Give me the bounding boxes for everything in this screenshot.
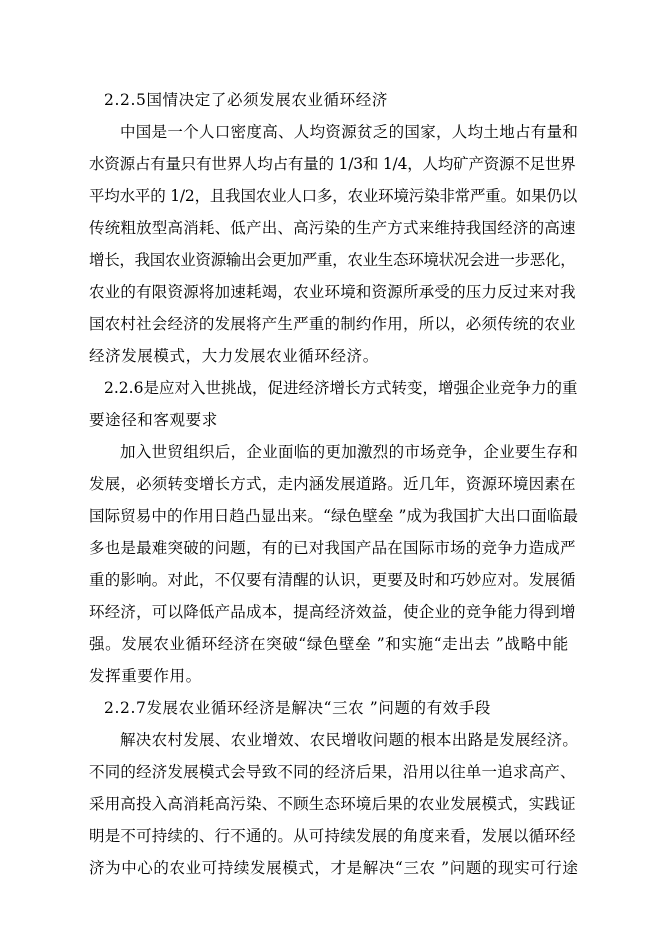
section-heading-2-2-6: 2.2.6是应对入世挑战，促进经济增长方式转变，增强企业竞争力的重 — [104, 379, 578, 397]
paragraph-line: 不同的经济发展模式会导致不同的经济后果，沿用以往单一追求高产、 — [89, 763, 576, 781]
paragraph-line: 水资源占有量只有世界人均占有量的 1/3和 1/4，人均矿产资源不足世界 — [89, 155, 576, 173]
paragraph-line: 国农村社会经济的发展将产生严重的制约作用，所以，必须传统的农业 — [89, 315, 576, 333]
paragraph-line: 国际贸易中的作用日趋凸显出来。“绿色壁垒 ”成为我国扩大出口面临最 — [89, 507, 579, 525]
section-heading-2-2-5: 2.2.5国情决定了必须发展农业循环经济 — [104, 91, 388, 109]
paragraph-line: 农业的有限资源将加速耗竭，农业环境和资源所承受的压力反过来对我 — [89, 283, 576, 301]
section-heading-2-2-7: 2.2.7发展农业循环经济是解决“三农 ”问题的有效手段 — [104, 699, 492, 717]
paragraph-line: 中国是一个人口密度高、人均资源贫乏的国家，人均土地占有量和 — [120, 123, 579, 141]
paragraph-line: 强。发展农业循环经济在突破“绿色壁垒 ”和实施“走出去 ”战略中能 — [89, 635, 569, 653]
paragraph-line: 明是不可持续的、行不通的。从可持续发展的角度来看，发展以循环经 — [89, 827, 576, 845]
paragraph-line: 传统粗放型高消耗、低产出、高污染的生产方式来维持我国经济的高速 — [89, 219, 576, 237]
paragraph-line: 经济发展模式，大力发展农业循环经济。 — [89, 347, 379, 365]
paragraph-line: 加入世贸组织后，企业面临的更加激烈的市场竞争，企业要生存和 — [120, 443, 579, 461]
paragraph-line: 济为中心的农业可持续发展模式，才是解决“三农 ”问题的现实可行途 — [89, 859, 579, 877]
paragraph-line: 采用高投入高消耗高污染、不顾生态环境后果的农业发展模式，实践证 — [89, 795, 576, 813]
paragraph-line: 平均水平的 1/2，且我国农业人口多，农业环境污染非常严重。如果仍以 — [89, 187, 578, 205]
paragraph-line: 重的影响。对此，不仅要有清醒的认识，更要及时和巧妙应对。发展循 — [89, 571, 576, 589]
paragraph-line: 解决农村发展、农业增效、农民增收问题的根本出路是发展经济。 — [120, 731, 579, 749]
paragraph-line: 多也是最难突破的问题，有的已对我国产品在国际市场的竞争力造成严 — [89, 539, 576, 557]
paragraph-line: 发挥重要作用。 — [89, 667, 202, 685]
section-heading-2-2-6-continued: 要途径和客观要求 — [89, 411, 218, 429]
paragraph-line: 增长，我国农业资源输出会更加严重，农业生态环境状况会进一步恶化， — [89, 251, 576, 269]
paragraph-line: 发展，必须转变增长方式，走内涵发展道路。近几年，资源环境因素在 — [89, 475, 576, 493]
paragraph-line: 环经济，可以降低产品成本，提高经济效益，使企业的竞争能力得到增 — [89, 603, 576, 621]
